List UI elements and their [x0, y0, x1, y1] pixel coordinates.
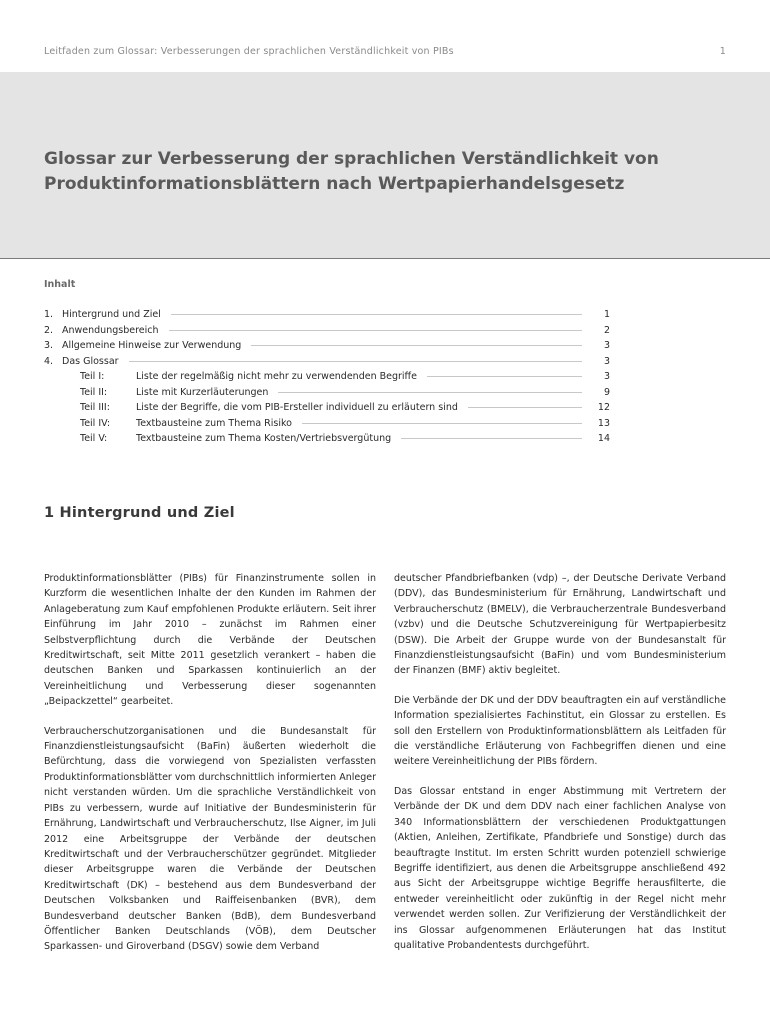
title-band [0, 72, 770, 259]
toc-part-label: Textbausteine zum Thema Risiko [136, 417, 292, 429]
body-paragraph: deutscher Pfandbriefbanken (vdp) –, der Deutsche Derivate Verband (DDV), das Bundesministerium für Ernährung, Landwirtschaft und Verbraucherschutz (BMELV), die Verbraucherzentrale Bundesverband (vzbv) und die Deutsche Schutzvereinigung für Wertpapierbesitz (DSW). Die Arbeit der Gruppe wurde von der Bundesanstalt für Finanzdienstleistungsaufsicht (BaFin) und vom Bundesministerium der Finanzen (BMF) aktiv begleitet. [394, 573, 726, 677]
toc-leader [278, 392, 582, 393]
toc-entry-page: 3 [603, 340, 610, 351]
toc-entry-1[interactable] [44, 309, 610, 325]
body-paragraph: Verbraucherschutzorganisationen und die Bundesanstalt für Finanzdienstleistungsaufsicht (BaFin) äußerten wiederholt die Befürchtung, dass die vorwiegend von Spezialisten verfassten Produktinformationsblätter vom durchschnittlich informierten Anleger nicht verstanden würden. Um die sprachliche Verständlichkeit von PIBs zu verbessern, wurde auf Initiative der Bundesministerin für Ernährung, Landwirtschaft und Verbraucherschutz, Ilse Aigner, im Juli 2012 eine Arbeitsgruppe der Verbände der deutschen Kreditwirtschaft und der Verbraucherschützer gegründet. Mitglieder dieser Arbeitsgruppe waren die Verbände der Deutschen Kreditwirtschaft (DK) – bestehend aus dem Bundesverband der Deutschen Volksbanken und Raiffeisenbanken (BVR), dem Bundesverband deutscher Banken (BdB), dem Bundesverband Öffentlicher Banken Deutschlands (VÖB), dem Deutscher Sparkassen- und Giroverband (DSGV) sowie dem Verband [44, 725, 376, 953]
toc-part-label: Liste der regelmäßig nicht mehr zu verwendenden Begriffe [136, 371, 417, 382]
toc-entry-page: 3 [603, 355, 610, 367]
toc-part-page: 3 [603, 371, 610, 382]
toc-part-number: Teil II: [80, 386, 108, 398]
toc-leader [129, 361, 582, 362]
toc-part-3[interactable] [44, 402, 610, 418]
toc-heading: Inhalt [44, 279, 76, 290]
document-title: Glossar zur Verbesserung der sprachlichen Verständlichkeit von Produktinformationsblättern nach Wertpapierhandelsgesetz [44, 149, 659, 194]
toc-part-label: Liste mit Kurzerläuterungen [136, 386, 269, 398]
toc-leader [468, 407, 582, 408]
toc-part-2[interactable] [44, 387, 610, 403]
toc-entry-label: Hintergrund und Ziel [62, 309, 161, 320]
page-number: 1 [719, 46, 726, 57]
toc-entry-number: 1. [44, 309, 54, 320]
body-column-left [44, 571, 376, 969]
toc-part-number: Teil III: [80, 402, 110, 413]
toc-part-number: Teil IV: [80, 417, 111, 429]
body-paragraph: Produktinformationsblätter (PIBs) für Finanzinstrumente sollen in Kurzform die wesentlichen Inhalte der den Kunden im Rahmen der Anlageberatung zum Kauf empfohlenen Produkte erläutern. Seit ihrer Einführung im Jahr 2010 – zunächst im Rahmen einer Selbstverpflichtung durch die Verbände der Deutschen Kreditwirtschaft, seit Mitte 2011 gesetzlich verankert – haben die deutschen Banken und Sparkassen kontinuierlich an der Vereinheitlichung und Verbesserung dieser sogenannten „Beipackzettel“ gearbeitet. [44, 573, 376, 708]
toc-part-page: 13 [597, 417, 610, 429]
toc-part-page: 12 [597, 402, 610, 413]
toc-entry-3[interactable] [44, 340, 610, 356]
running-title: Leitfaden zum Glossar: Verbesserungen der sprachlichen Verständlichkeit von PIBs [44, 46, 454, 57]
running-header [44, 46, 726, 57]
toc-leader [171, 314, 582, 315]
toc-entry-label: Anwendungsbereich [62, 324, 159, 336]
body-paragraph: Das Glossar entstand in enger Abstimmung mit Vertretern der Verbände der DK und dem DDV nach einer fachlichen Analyse von 340 Informationsblättern der verschiedenen Produktgattungen (Aktien, Anleihen, Zertifikate, Pfandbriefe und Sonstige) durch das beauftragte Institut. Im ersten Schritt wurden potenziell schwierige Begriffe identifiziert, aus denen die Arbeitsgruppe anschließend 492 aus Sicht der Arbeitsgruppe wichtige Begriffe herausfilterte, die entweder vereinheitlicht oder zukünftig in der Regel nicht mehr verwendet werden sollen. Zur Verifizierung der Verständlichkeit der ins Glossar aufgenommenen Erläuterungen hat das Institut qualitative Probandentests durchgeführt. [394, 785, 726, 951]
toc-entry-label: Das Glossar [62, 355, 119, 367]
section-title: 1 Hintergrund und Ziel [44, 505, 235, 521]
toc-leader [427, 376, 582, 377]
toc-entry-page: 2 [603, 324, 610, 336]
toc-entry-number: 4. [44, 355, 54, 367]
toc-leader [251, 345, 582, 346]
toc-entry-number: 3. [44, 340, 54, 351]
toc-part-5[interactable] [44, 433, 610, 449]
toc-part-number: Teil V: [80, 433, 108, 444]
toc-leader [401, 438, 582, 439]
toc-leader [302, 423, 582, 424]
toc-part-number: Teil I: [80, 371, 105, 382]
toc-part-4[interactable] [44, 418, 610, 434]
toc-part-1[interactable] [44, 371, 610, 387]
toc-part-label: Liste der Begriffe, die vom PIB-Ersteller individuell zu erläutern sind [136, 402, 458, 413]
body-column-right [394, 571, 726, 967]
toc-entry-2[interactable] [44, 325, 610, 341]
toc-part-page: 14 [597, 433, 610, 444]
toc-part-label: Textbausteine zum Thema Kosten/Vertriebsvergütung [136, 433, 392, 444]
toc-entry-label: Allgemeine Hinweise zur Verwendung [62, 340, 242, 351]
toc-entry-number: 2. [44, 324, 54, 336]
toc-leader [169, 330, 582, 331]
toc-entry-page: 1 [603, 309, 610, 320]
toc-entry-4[interactable] [44, 356, 610, 372]
body-paragraph: Die Verbände der DK und der DDV beauftragten ein auf verständliche Information spezialisiertes Fachinstitut, ein Glossar zu erstellen. Es soll den Erstellern von Produktinformationsblättern als Leitfaden für die verständliche Erläuterung von Fachbegriffen dienen und eine weitere Vereinheitlichung der PIBs fördern. [394, 694, 726, 768]
table-of-contents [44, 309, 610, 449]
toc-part-page: 9 [603, 386, 610, 398]
